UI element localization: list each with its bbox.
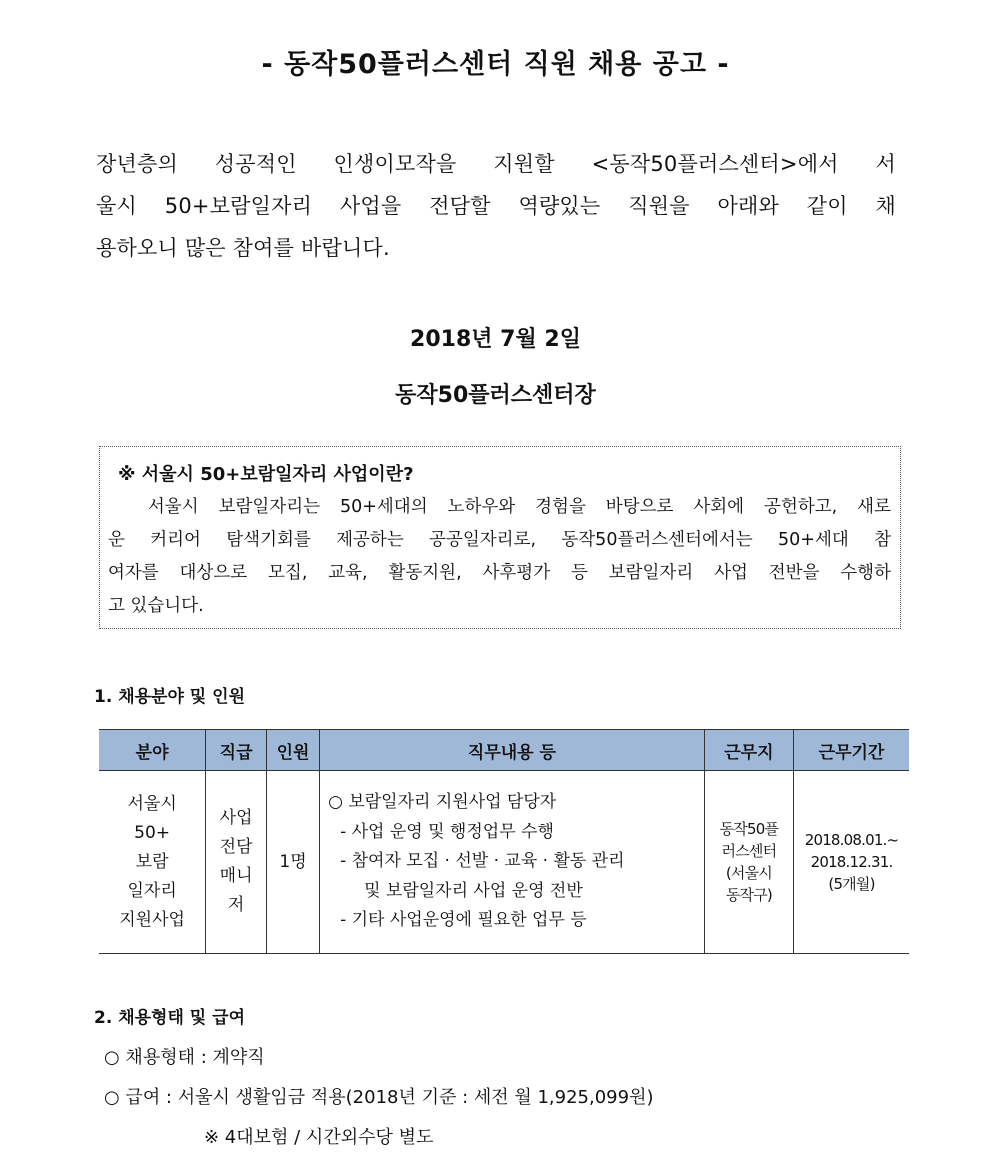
info-box-line-2: 운 커리어 탐색기회를 제공하는 공공일자리로, 동작50플러스센터에서는 50+세대 참 [108, 530, 891, 550]
intro-line-3: 용하오니 많은 참여를 바랍니다. [96, 236, 390, 260]
insurance-note: ※ 4대보험 / 시간외수당 별도 [204, 1127, 434, 1148]
table-header-row [99, 730, 909, 771]
cell-duties [320, 771, 705, 954]
duty-item-continued: 및 보람일자리 사업 운영 전반 [364, 880, 583, 901]
field-line: 보람 [135, 851, 169, 872]
period-line: 2018.12.31. [810, 853, 893, 871]
issuing-organization: 동작50플러스센터장 [395, 383, 596, 408]
location-line: 동작50플 [719, 820, 779, 838]
header-rank: 직급 [206, 730, 267, 771]
period-line: (5개월) [828, 875, 875, 893]
info-box-title: ※ 서울시 50+보람일자리 사업이란? [118, 464, 414, 485]
info-box-line-1: 서울시 보람일자리는 50+세대의 노하우와 경험을 바탕으로 사회에 공헌하고, 새로 [108, 497, 891, 517]
field-line: 서울시 [127, 793, 177, 814]
rank-line: 사업 [219, 808, 253, 828]
cell-count: 1명 [266, 771, 319, 954]
field-line: 지원사업 [119, 909, 185, 930]
duty-item: - 기타 사업운영에 필요한 업무 등 [340, 910, 587, 931]
rank-line: 전담 [219, 837, 253, 857]
location-line: 러스센터 [721, 842, 777, 860]
announcement-date: 2018년 7월 2일 [410, 327, 581, 352]
field-line: 일자리 [127, 880, 177, 901]
header-duties: 직무내용 등 [320, 730, 705, 771]
header-field: 분야 [99, 730, 206, 771]
cell-field [99, 771, 206, 954]
salary: ○ 급여 : 서울시 생활임금 적용(2018년 기준 : 세전 월 1,925,099원) [104, 1087, 654, 1108]
recruitment-table [99, 729, 909, 954]
duty-item: - 사업 운영 및 행정업무 수행 [340, 821, 554, 842]
page-title: - 동작50플러스센터 직원 채용 공고 - [261, 49, 730, 80]
cell-rank [206, 771, 267, 954]
duty-item: - 참여자 모집 · 선발 · 교육 · 활동 관리 [340, 851, 625, 872]
header-location: 근무지 [704, 730, 793, 771]
intro-line-2: 울시 50+보람일자리 사업을 전담할 역량있는 직원을 아래와 같이 채 [96, 194, 896, 218]
table-row [99, 771, 909, 954]
rank-line: 저 [227, 895, 245, 915]
section-2-title: 2. 채용형태 및 급여 [94, 1008, 245, 1028]
info-box-line-4: 고 있습니다. [108, 596, 204, 616]
section-1-title: 1. 채용분야 및 인원 [94, 687, 245, 707]
intro-line-1: 장년층의 성공적인 인생이모작을 지원할 <동작50플러스센터>에서 서 [96, 152, 896, 176]
cell-period [794, 771, 909, 954]
info-box-line-3: 여자를 대상으로 모집, 교육, 활동지원, 사후평가 등 보람일자리 사업 전반을 수행하 [108, 563, 891, 583]
rank-line: 매니 [219, 866, 253, 886]
header-count: 인원 [266, 730, 319, 771]
location-line: 동작구) [725, 886, 772, 904]
header-period: 근무기간 [794, 730, 909, 771]
cell-location [704, 771, 793, 954]
period-line: 2018.08.01.~ [804, 831, 899, 849]
duty-heading: ○ 보람일자리 지원사업 담당자 [328, 792, 557, 813]
field-line: 50+ [134, 822, 171, 843]
employment-type: ○ 채용형태 : 계약직 [104, 1047, 265, 1068]
location-line: (서울시 [725, 864, 772, 882]
